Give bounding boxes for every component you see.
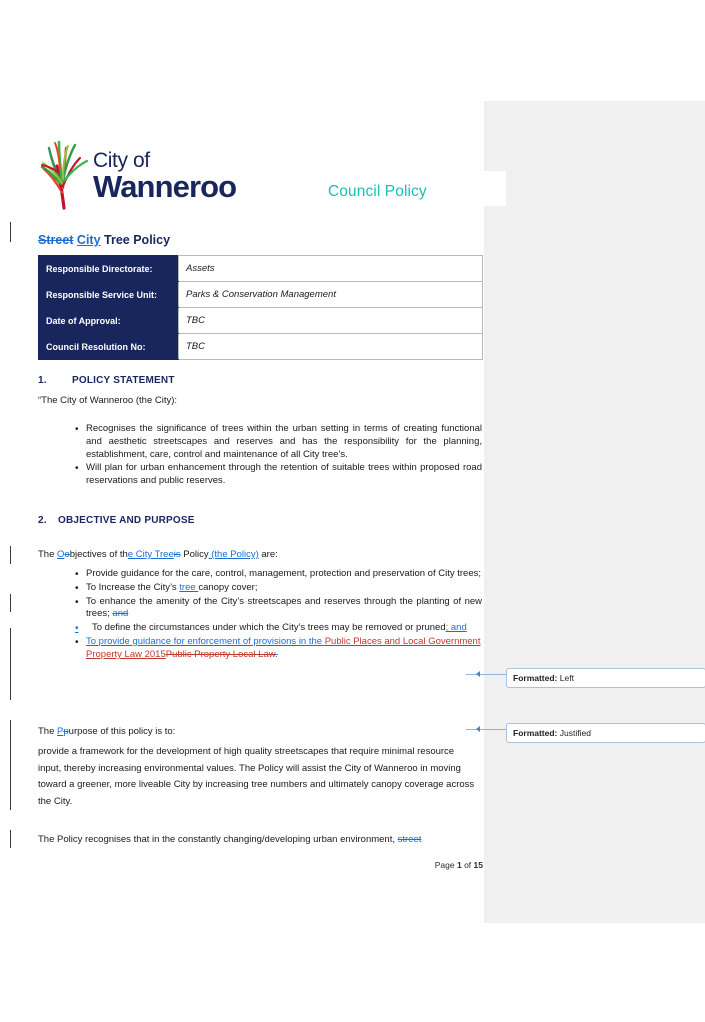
footer-total-pages: 15 xyxy=(473,860,483,870)
obj-text-3: Policy xyxy=(180,549,209,560)
obj-text-4: are: xyxy=(258,549,278,560)
callout-connector-arrow xyxy=(476,726,480,732)
objectives-lead-line xyxy=(38,549,478,562)
page-footer xyxy=(38,860,483,870)
purpose-ins-1: P xyxy=(57,726,64,737)
section-2-number: 2. xyxy=(38,515,47,526)
logo-line-wanneroo: Wanneroo xyxy=(93,169,237,204)
section-1-title: POLICY STATEMENT xyxy=(72,375,175,386)
footer-prefix: Page xyxy=(434,860,457,870)
table-label-cell: Responsible Directorate: xyxy=(39,256,179,282)
markup-margin-panel xyxy=(484,101,705,923)
bullet-deleted-red-text: Public Property Local Law xyxy=(165,648,276,660)
section-1-heading xyxy=(38,375,175,386)
logo-wordmark xyxy=(93,150,236,202)
change-bar xyxy=(10,830,11,848)
change-bar xyxy=(10,720,11,810)
purpose-text-2: urpose of this policy is to: xyxy=(68,726,176,737)
bullet-inserted-text: To provide guidance for enforcement of provisions in the xyxy=(86,636,325,648)
closing-paragraph xyxy=(38,834,483,847)
table-row xyxy=(39,282,483,308)
closing-text: The Policy recognises that in the constantly changing/developing urban environment, xyxy=(38,834,398,845)
section-2-bullet-list xyxy=(70,568,482,663)
header-banner-notch xyxy=(484,171,506,206)
table-label-cell: Responsible Service Unit: xyxy=(39,282,179,308)
purpose-del-1: p xyxy=(63,726,69,737)
closing-deleted-text: street xyxy=(397,834,422,845)
callout-label: Formatted: xyxy=(513,673,558,683)
bullet-inserted-red-text: Public Places and Local Government Property Law 2015 xyxy=(86,636,481,660)
change-bar xyxy=(10,546,11,564)
bullet-inserted-text: tree xyxy=(179,581,199,593)
section-1-intro: “The City of Wanneroo (the City): xyxy=(38,395,178,406)
list-item xyxy=(86,622,482,635)
bullet-text: To define the circumstances under which the City’s trees may be removed or pruned xyxy=(92,622,446,634)
bullet-text: To Increase the City’s xyxy=(86,581,180,593)
purpose-lead-line xyxy=(38,726,478,739)
footer-page-number: 1 xyxy=(456,860,462,870)
heading-static-text: Tree Policy xyxy=(104,233,171,247)
callout-connector-arrow xyxy=(476,671,480,677)
table-row xyxy=(39,256,483,282)
purpose-text-1: The xyxy=(38,726,58,737)
section-2-heading xyxy=(38,515,195,526)
obj-ins-1: O xyxy=(57,549,65,560)
list-item: • Will plan for urban enhancement through the retention of suitable trees within proposed road reservations and public reserves. xyxy=(86,462,482,488)
list-item xyxy=(86,596,482,622)
logo-line-city: City of xyxy=(93,149,150,172)
heading-inserted-text: City xyxy=(76,233,101,247)
obj-del-2: is xyxy=(173,549,181,560)
list-item xyxy=(86,582,482,595)
council-policy-banner-title: Council Policy xyxy=(328,183,427,200)
obj-ins-2: e City Tree xyxy=(127,549,174,560)
bullet-deleted-text: . xyxy=(275,648,278,660)
callout-value: Justified xyxy=(559,728,591,738)
section-2-title: OBJECTIVE AND PURPOSE xyxy=(58,515,195,526)
callout-connector-line xyxy=(466,674,506,675)
change-bar xyxy=(10,222,11,242)
list-item xyxy=(86,636,482,662)
callout-connector-line xyxy=(466,729,506,730)
grasstree-icon xyxy=(38,134,94,210)
table-value-cell: TBC xyxy=(179,308,483,334)
table-row xyxy=(39,308,483,334)
bullet-text: Provide guidance for the care, control, management, protection and preservation of City trees; xyxy=(86,568,481,579)
list-item xyxy=(86,568,482,581)
bullet-inserted-text: ; and xyxy=(445,622,467,634)
callout-label: Formatted: xyxy=(513,728,558,738)
heading-deleted-text: Street xyxy=(38,233,74,247)
callout-value: Left xyxy=(559,673,574,683)
footer-middle: of xyxy=(461,860,474,870)
obj-del-1: o xyxy=(64,549,70,560)
wanneroo-logo xyxy=(38,134,238,214)
table-value-cell: TBC xyxy=(179,334,483,360)
change-bar xyxy=(10,628,11,700)
bullet-deleted-text: and xyxy=(112,608,129,620)
table-label-cell: Date of Approval: xyxy=(39,308,179,334)
table-value-cell: Parks & Conservation Management xyxy=(179,282,483,308)
section-1-bullet-list xyxy=(70,423,482,489)
table-value-cell: Assets xyxy=(179,256,483,282)
list-item: • Recognises the significance of trees within the urban setting in terms of creating functional and aesthetic streetscapes and reserves and has the responsibility for the planning, establishment, care, control and maintenance of all City tree’s. xyxy=(86,423,482,461)
policy-info-table xyxy=(38,255,483,360)
obj-text-2: bjectives of th xyxy=(69,549,128,560)
obj-text-1: The xyxy=(38,549,58,560)
formatted-callout-left[interactable] xyxy=(506,668,705,688)
section-1-number: 1. xyxy=(38,375,47,386)
formatted-callout-justified[interactable] xyxy=(506,723,705,743)
bullet-text: To enhance the amenity of the City’s streetscapes and reserves through the planting of new trees; xyxy=(86,595,482,620)
bullet-text-cont: canopy cover; xyxy=(198,581,258,593)
table-label-cell: Council Resolution No: xyxy=(39,334,179,360)
table-row xyxy=(39,334,483,360)
obj-ins-3: (the Policy) xyxy=(208,549,259,560)
purpose-body-paragraph: provide a framework for the development of high quality streetscapes that require minimal resource input, thereby increasing environmental values. The Policy will assist the City of Wanneroo in moving toward a greener, more liveable City by increasing tree numbers and ultimately canopy coverage across the City. xyxy=(38,746,475,807)
page-title xyxy=(38,233,170,247)
change-bar xyxy=(10,594,11,612)
